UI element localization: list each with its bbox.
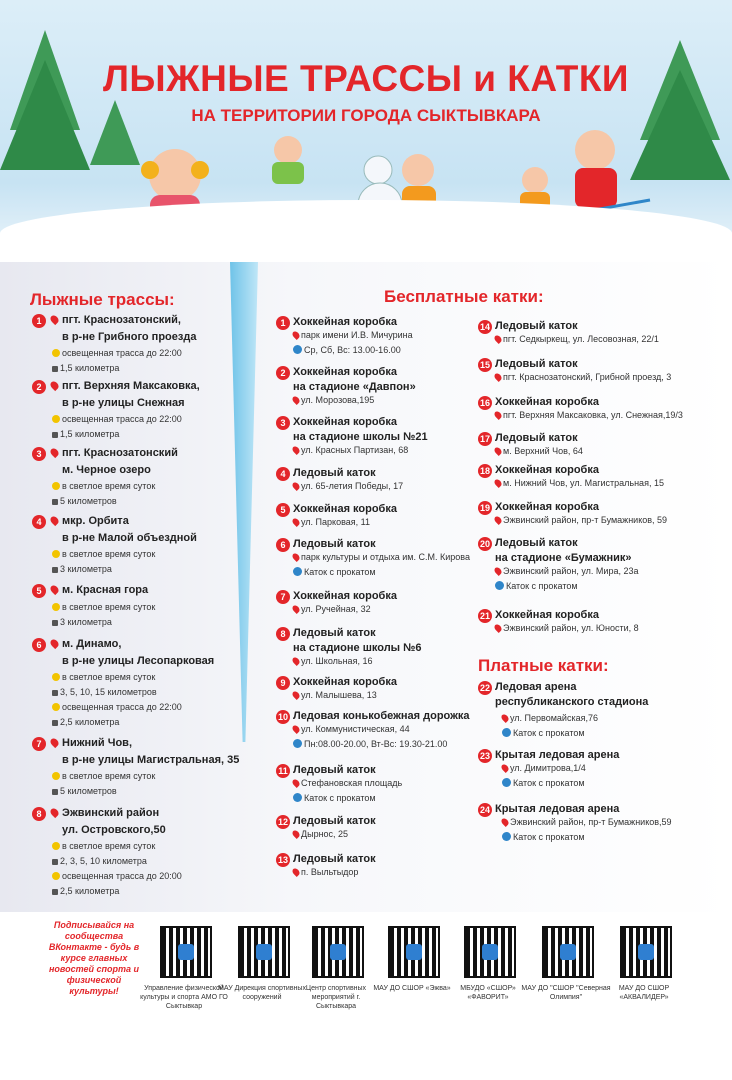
detail-text: в светлое время суток [62,672,156,682]
item-number-badge: 18 [479,466,490,476]
ski-track-detail [52,856,147,866]
rink-address [293,517,370,527]
address-text: ул. Парковая, 11 [301,517,370,527]
item-number-badge: 21 [479,611,490,621]
item-number-badge: 5 [32,584,46,598]
item-number-badge: 19 [479,503,490,513]
lightbulb-icon [52,842,60,850]
address-text: Эжвинский район, пр-т Бумажников, 59 [503,515,668,525]
map-pin-icon [291,604,301,614]
ski-track-item [32,807,232,896]
address-text: Эжвинский район, пр-т Бумажников,59 [510,817,672,827]
item-number-badge: 8 [32,807,46,821]
ski-tracks-heading: Лыжные трассы: [30,290,175,309]
qr-label: МАУ Дирекция спортивных сооружений [218,985,306,1001]
item-number-badge: 10 [277,712,288,722]
rink-address [495,410,683,420]
address-text: ул. Морозова,195 [301,395,375,405]
item-number-badge: 7 [276,590,290,604]
map-pin-icon [291,690,301,700]
rink-address [495,446,583,456]
rink-name: Хоккейная коробка [293,503,397,515]
ski-track-name: в р-не улицы Магистральная, 35 [62,754,240,766]
rink-name: Ледовый каток [293,815,376,827]
rink-item [276,764,476,814]
paid-rink-item [478,749,718,809]
paid-rinks-heading: Платные катки: [478,656,609,675]
rink-address [502,763,586,773]
lightbulb-icon [52,482,60,490]
ski-track-detail [52,886,119,896]
detail-text: освещенная трасса до 22:00 [62,702,182,712]
distance-marker-icon [52,620,58,626]
qr-label: МАУ ДО СШОР «АКВАЛИДЕР» [618,985,670,1001]
address-text: пгт. Краснозатонский, Грибной проезд, 3 [503,372,672,382]
map-pin-icon [291,724,301,734]
map-pin-icon [493,334,503,344]
item-number-badge: 23 [479,751,490,761]
item-number-badge: 13 [277,855,288,865]
ski-track-name: м. Динамо, [62,638,122,650]
ski-track-name: в р-не Грибного проезда [62,331,197,343]
address-text: ул. 65-летия Победы, 17 [301,481,404,491]
extra-text: Каток с прокатом [513,832,585,842]
address-text: п. Выльтыдор [301,867,359,877]
rink-address [293,552,470,562]
rink-name: Хоккейная коробка [293,316,397,328]
extra-text: Каток с прокатом [304,793,376,803]
rink-item [276,710,476,760]
rink-address [293,481,403,491]
subscribe-note: Подписывайся на сообщества ВКонтакте - будь в курсе главных новостей спорта и физической культуры! [48,920,140,996]
rink-name: Ледовый каток [293,764,376,776]
location-pin-icon [49,447,60,458]
distance-marker-icon [52,432,58,438]
rink-extra [293,345,401,355]
rink-name: на стадионе школы №21 [293,431,428,443]
rink-address [293,395,374,405]
address-text: Эжвинский район, ул. Мира, 23а [503,566,639,576]
rink-item [276,627,476,677]
distance-marker-icon [52,690,58,696]
detail-text: 5 километров [60,786,117,796]
rink-name: Ледовый каток [293,467,376,479]
map-pin-icon [500,817,510,827]
address-text: пгт. Верхняя Максаковка, ул. Снежная,19/3 [503,410,683,420]
detail-text: освещенная трасса до 22:00 [62,348,182,358]
lightbulb-icon [52,603,60,611]
detail-text: в светлое время суток [62,481,156,491]
ski-track-name: ул. Островского,50 [62,824,166,836]
rink-extra [502,728,585,738]
detail-text: 2,5 километра [60,717,120,727]
map-pin-icon [291,778,301,788]
map-pin-icon [493,623,503,633]
lightbulb-icon [52,550,60,558]
ski-track-name: м. Черное озеро [62,464,151,476]
item-number-badge: 6 [32,638,46,652]
item-number-badge: 16 [479,398,490,408]
rink-extra [293,739,447,749]
rink-name: Ледовый каток [293,538,376,550]
rink-name: Хоккейная коробка [495,396,599,408]
rink-name: Крытая ледовая арена [495,803,620,815]
rink-name: Хоккейная коробка [495,501,599,513]
rink-item [276,366,476,416]
map-pin-icon [291,552,301,562]
address-text: парк культуры и отдыха им. С.М. Кирова [301,552,470,562]
detail-text: освещенная трасса до 22:00 [62,414,182,424]
detail-text: 5 километров [60,496,117,506]
address-text: Эжвинский район, ул. Юности, 8 [503,623,639,633]
ski-track-detail [52,617,112,627]
item-number-badge: 15 [479,360,490,370]
qr-code[interactable] [542,926,594,978]
rink-address [495,515,667,525]
map-pin-icon [500,713,510,723]
rink-address [495,334,659,344]
rink-address [293,330,413,340]
rink-name: Хоккейная коробка [293,366,397,378]
rink-name: Хоккейная коробка [293,676,397,688]
item-number-badge: 9 [276,676,290,690]
ski-track-name: в р-не Малой объездной [62,532,197,544]
distance-marker-icon [52,567,58,573]
ski-track-detail [52,348,182,358]
ski-track-detail [52,841,155,851]
map-pin-icon [291,517,301,527]
ski-track-name: пгт. Краснозатонский, [62,314,181,326]
map-pin-icon [493,372,503,382]
rink-item [276,316,476,366]
rink-address [495,372,671,382]
rink-name: на стадионе «Давпон» [293,381,416,393]
rink-name: Ледовый каток [495,537,578,549]
rink-address [502,713,598,723]
ski-track-detail [52,702,182,712]
ski-track-detail [52,717,119,727]
rink-item [276,853,476,903]
hero-illustration [0,0,732,262]
ski-track-detail [52,549,155,559]
item-number-badge: 3 [276,416,290,430]
rink-address [293,867,358,877]
extra-text: Каток с прокатом [506,581,578,591]
map-pin-icon [291,656,301,666]
paid-rink-item [478,803,718,863]
address-text: парк имени И.В. Мичурина [301,330,413,340]
rink-extra [502,832,585,842]
map-pin-icon [493,515,503,525]
rink-name: Крытая ледовая арена [495,749,620,761]
address-text: Стефановская площадь [301,778,403,788]
address-text: ул. Ручейная, 32 [301,604,371,614]
address-text: ул. Первомайская,76 [510,713,598,723]
extra-text: Ср, Сб, Вс: 13.00-16.00 [304,345,401,355]
detail-text: в светлое время суток [62,771,156,781]
item-number-badge: 5 [276,503,290,517]
map-pin-icon [493,566,503,576]
rink-address [293,604,371,614]
detail-text: 3, 5, 10, 15 километров [60,687,157,697]
rink-name: Ледовая конькобежная дорожка [293,710,470,722]
detail-text: 2,5 километра [60,886,120,896]
detail-text: 3 километра [60,617,112,627]
lightbulb-icon [52,349,60,357]
ski-track-item [32,737,240,817]
map-pin-icon [291,829,301,839]
item-number-badge: 12 [277,817,288,827]
extra-text: Каток с прокатом [513,728,585,738]
detail-text: 1,5 километра [60,363,120,373]
qr-code[interactable] [160,926,212,978]
rink-item [478,609,678,659]
address-text: ул. Коммунистическая, 44 [301,724,410,734]
rink-address [293,724,410,734]
rink-address [293,829,348,839]
detail-text: освещенная трасса до 20:00 [62,871,182,881]
address-text: ул. Димитрова,1/4 [510,763,586,773]
rink-name: на стадионе школы №6 [293,642,422,654]
distance-marker-icon [52,720,58,726]
ski-track-name: пгт. Верхняя Максаковка, [62,380,200,392]
lightbulb-icon [52,772,60,780]
lightbulb-icon [52,872,60,880]
page-title: ЛЫЖНЫЕ ТРАССЫ и КАТКИ [102,58,630,99]
ski-track-name: мкр. Орбита [62,515,129,527]
map-pin-icon [291,445,301,455]
extra-text: Каток с прокатом [513,778,585,788]
map-pin-icon [493,478,503,488]
map-pin-icon [291,481,301,491]
rink-name: Ледовый каток [495,320,578,332]
ski-track-item [32,638,232,727]
skate-rental-icon [495,581,504,590]
rink-address [293,445,408,455]
lightbulb-icon [52,703,60,711]
location-pin-icon [49,314,60,325]
item-number-badge: 4 [276,467,290,481]
rink-name: Ледовый каток [293,853,376,865]
ski-track-name: в р-не улицы Снежная [62,397,185,409]
clock-icon [293,739,302,748]
address-text: ул. Красных Партизан, 68 [301,445,409,455]
ski-track-detail [52,871,182,881]
detail-text: 1,5 километра [60,429,120,439]
rink-address [502,817,672,827]
qr-label: МАУ ДО "СШОР "Северная Олимпия" [521,985,611,1001]
item-number-badge: 4 [32,515,46,529]
rink-address [495,566,638,576]
item-number-badge: 3 [32,447,46,461]
address-text: м. Нижний Чов, ул. Магистральная, 15 [503,478,664,488]
rink-address [293,778,402,788]
distance-marker-icon [52,859,58,865]
location-pin-icon [49,737,60,748]
address-text: м. Верхний Чов, 64 [503,446,583,456]
rink-item [276,538,476,588]
map-pin-icon [291,867,301,877]
distance-marker-icon [52,366,58,372]
skate-rental-icon [502,778,511,787]
ski-track-detail [52,414,182,424]
item-number-badge: 2 [276,366,290,380]
ski-track-detail [52,363,119,373]
qr-code[interactable] [388,926,440,978]
item-number-badge: 2 [32,380,46,394]
qr-label: Центр спортивных мероприятий г. Сыктывкара [305,985,367,1010]
ski-track-detail [52,602,155,612]
qr-label: МАУ ДО СШОР «Эжва» [373,985,451,992]
rink-item [276,416,476,466]
rink-extra [495,581,578,591]
location-pin-icon [49,807,60,818]
item-number-badge: 7 [32,737,46,751]
address-text: Дырнос, 25 [301,829,349,839]
detail-text: в светлое время суток [62,841,156,851]
qr-code[interactable] [620,926,672,978]
detail-text: 2, 3, 5, 10 километра [60,856,147,866]
rink-name: Хоккейная коробка [495,609,599,621]
address-text: ул. Малышева, 13 [301,690,377,700]
rink-name: Ледовый каток [293,627,376,639]
item-number-badge: 1 [276,316,290,330]
clock-icon [293,345,302,354]
qr-label: Управление физической культуры и спорта АМО ГО Сыктывкар [140,985,228,1010]
extra-text: Пн:08.00-20.00, Вт-Вс: 19.30-21.00 [304,739,448,749]
qr-code[interactable] [238,926,290,978]
skate-rental-icon [502,832,511,841]
ski-track-detail [52,481,155,491]
address-text: ул. Школьная, 16 [301,656,373,666]
qr-label: МБУДО «СШОР» «ФАВОРИТ» [460,985,516,1001]
rink-name: Хоккейная коробка [293,590,397,602]
item-number-badge: 17 [479,434,490,444]
location-pin-icon [49,584,60,595]
ski-track-detail [52,672,155,682]
snow-ground [0,200,732,270]
distance-marker-icon [52,789,58,795]
paid-rink-item [478,681,718,741]
page-subtitle: НА ТЕРРИТОРИИ ГОРОДА СЫКТЫВКАРА [191,106,541,125]
item-number-badge: 22 [479,683,490,693]
location-pin-icon [49,380,60,391]
rink-address [495,478,664,488]
ski-track-detail [52,687,157,697]
ski-track-name: м. Красная гора [62,584,149,596]
ski-track-name: Нижний Чов, [62,737,132,749]
rink-name: на стадионе «Бумажник» [495,552,632,564]
item-number-badge: 14 [479,322,490,332]
distance-marker-icon [52,889,58,895]
ski-track-name: Эжвинский район [62,807,160,819]
item-number-badge: 6 [276,538,290,552]
ski-track-detail [52,771,155,781]
item-number-badge: 8 [276,627,290,641]
distance-marker-icon [52,499,58,505]
qr-code[interactable] [464,926,516,978]
map-pin-icon [493,446,503,456]
rink-extra [293,793,376,803]
extra-text: Каток с прокатом [304,567,376,577]
qr-code[interactable] [312,926,364,978]
ski-track-detail [52,429,119,439]
item-number-badge: 20 [479,539,490,549]
rink-name: республиканского стадиона [495,696,649,708]
rink-extra [293,567,376,577]
rink-extra [502,778,585,788]
skate-rental-icon [293,567,302,576]
ski-track-name: пгт. Краснозатонский [62,447,178,459]
ski-track-detail [52,496,117,506]
rink-address [293,690,377,700]
item-number-badge: 11 [276,764,290,778]
skate-rental-icon [502,728,511,737]
item-number-badge: 24 [479,805,490,815]
rink-name: Ледовая арена [495,681,577,693]
rink-address [495,623,639,633]
rink-name: Хоккейная коробка [293,416,397,428]
ski-track-detail [52,786,117,796]
map-pin-icon [500,763,510,773]
map-pin-icon [493,410,503,420]
map-pin-icon [291,395,301,405]
lightbulb-icon [52,415,60,423]
lightbulb-icon [52,673,60,681]
item-number-badge: 1 [32,314,46,328]
location-pin-icon [49,515,60,526]
rink-name: Хоккейная коробка [495,464,599,476]
detail-text: в светлое время суток [62,549,156,559]
ski-track-detail [52,564,112,574]
skate-rental-icon [293,793,302,802]
location-pin-icon [49,638,60,649]
map-pin-icon [291,330,301,340]
free-rinks-heading: Бесплатные катки: [384,287,544,306]
rink-name: Ледовый каток [495,432,578,444]
rink-name: Ледовый каток [495,358,578,370]
ski-track-name: в р-не улицы Лесопарковая [62,655,215,667]
address-text: пгт. Седкыркещ, ул. Лесовозная, 22/1 [503,334,659,344]
detail-text: в светлое время суток [62,602,156,612]
rink-item [478,537,678,591]
rink-address [293,656,372,666]
detail-text: 3 километра [60,564,112,574]
